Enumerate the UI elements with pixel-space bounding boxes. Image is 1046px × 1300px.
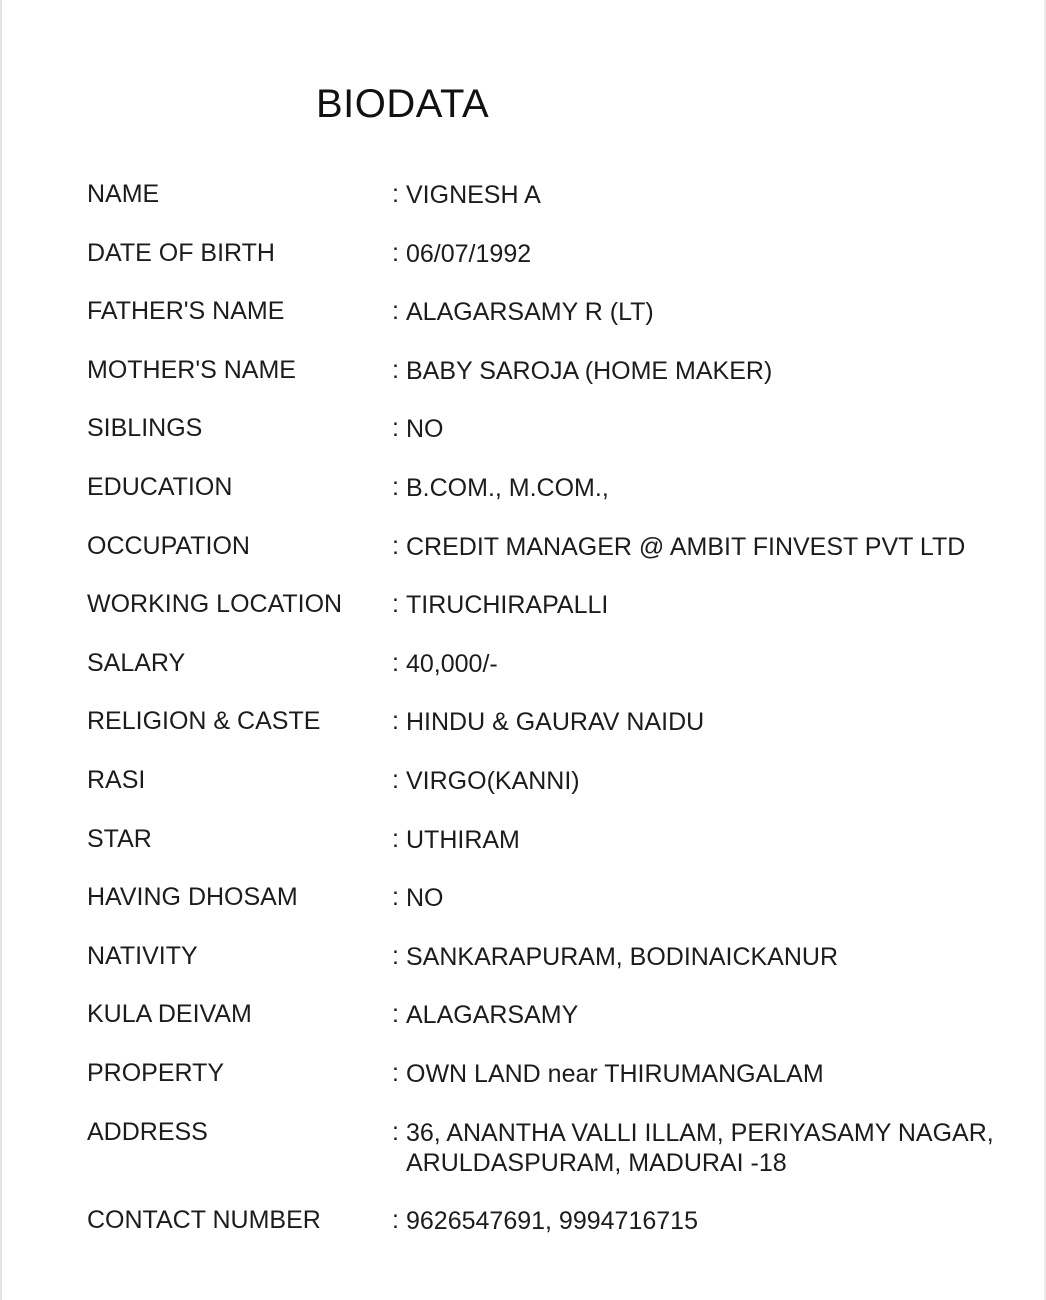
field-value-line: VIGNESH A — [406, 181, 541, 209]
field-value — [406, 1000, 578, 1030]
field-label: NATIVITY — [87, 941, 198, 970]
field-value-line: VIRGO(KANNI) — [406, 766, 580, 795]
biodata-row — [0, 815, 1046, 874]
field-label: WORKING LOCATION — [87, 590, 343, 619]
field-value-line: CREDIT MANAGER @ AMBIT FINVEST PVT LTD — [406, 532, 966, 561]
field-separator: : — [392, 824, 399, 853]
field-value — [406, 1118, 994, 1178]
biodata-row — [0, 990, 1046, 1049]
field-value-line: 40,000/- — [406, 649, 498, 678]
field-value — [406, 532, 965, 562]
field-value-line: 36, ANANTHA VALLI ILLAM, PERIYASAMY NAGAR, — [406, 1118, 994, 1147]
field-separator: : — [392, 941, 399, 970]
field-label: MOTHER'S NAME — [87, 355, 296, 384]
biodata-row — [0, 873, 1046, 932]
field-value-line: UTHIRAM — [406, 825, 520, 854]
field-separator: : — [392, 180, 399, 208]
field-value-line: B.COM., M.COM., — [406, 473, 609, 502]
field-label: RELIGION & CASTE — [87, 707, 321, 736]
field-separator: : — [392, 1000, 399, 1029]
field-value — [406, 883, 444, 913]
field-separator: : — [392, 765, 399, 794]
biodata-row — [0, 463, 1046, 522]
field-separator: : — [392, 1205, 399, 1234]
field-label: KULA DEIVAM — [87, 1000, 252, 1029]
biodata-row — [0, 522, 1046, 581]
field-value — [406, 1059, 824, 1089]
biodata-row — [0, 932, 1046, 991]
biodata-row — [0, 697, 1046, 756]
biodata-row — [0, 229, 1046, 288]
field-value-line: 9626547691, 9994716715 — [406, 1206, 698, 1235]
field-value — [406, 707, 704, 737]
field-value-line: SANKARAPURAM, BODINAICKANUR — [406, 942, 839, 971]
biodata-row — [0, 1049, 1046, 1108]
field-value-line: NO — [406, 884, 444, 913]
field-label: CONTACT NUMBER — [87, 1205, 321, 1234]
field-label: SALARY — [87, 648, 186, 677]
biodata-row — [0, 1196, 1046, 1255]
biodata-row — [0, 346, 1046, 405]
field-separator: : — [392, 707, 399, 736]
field-label: NAME — [87, 180, 160, 208]
biodata-row — [0, 1108, 1046, 1196]
field-label: RASI — [87, 765, 146, 794]
biodata-row — [0, 756, 1046, 815]
field-label: OCCUPATION — [87, 531, 250, 560]
biodata-row — [0, 170, 1046, 229]
field-value — [406, 649, 498, 679]
field-label: EDUCATION — [87, 472, 233, 501]
field-value-line: OWN LAND near THIRUMANGALAM — [406, 1059, 824, 1088]
field-separator: : — [392, 297, 399, 326]
field-label: SIBLINGS — [87, 414, 203, 443]
field-value — [406, 356, 772, 386]
biodata-row — [0, 404, 1046, 463]
field-label: STAR — [87, 824, 152, 853]
field-value — [406, 825, 520, 855]
field-value — [406, 942, 838, 972]
field-value — [406, 180, 541, 210]
field-value — [406, 297, 654, 327]
field-value-line: BABY SAROJA (HOME MAKER) — [406, 356, 773, 385]
field-value-line: HINDU & GAURAV NAIDU — [406, 708, 705, 737]
field-value-line: TIRUCHIRAPALLI — [406, 591, 609, 620]
field-value-line: ALAGARSAMY — [406, 1001, 579, 1030]
biodata-row — [0, 639, 1046, 698]
field-separator: : — [392, 414, 399, 443]
field-value — [406, 590, 608, 620]
field-separator: : — [392, 355, 399, 384]
field-separator: : — [392, 883, 399, 912]
field-separator: : — [392, 590, 399, 619]
biodata-row — [0, 580, 1046, 639]
field-separator: : — [392, 648, 399, 677]
biodata-row — [0, 287, 1046, 346]
field-separator: : — [392, 1117, 399, 1146]
field-value-line: ALAGARSAMY R (LT) — [406, 298, 654, 327]
field-separator: : — [392, 238, 399, 267]
field-value-line: ARULDASPURAM, MADURAI -18 — [406, 1148, 787, 1177]
field-label: HAVING DHOSAM — [87, 883, 298, 912]
field-label: DATE OF BIRTH — [87, 238, 275, 267]
field-value-line: 06/07/1992 — [406, 239, 532, 268]
field-value — [406, 1206, 698, 1236]
field-value-line: NO — [406, 415, 444, 444]
field-label: ADDRESS — [87, 1117, 208, 1146]
field-separator: : — [392, 1058, 399, 1087]
field-value — [406, 414, 444, 444]
field-label: FATHER'S NAME — [87, 297, 285, 326]
field-value — [406, 473, 609, 503]
field-value — [406, 239, 531, 269]
field-label: PROPERTY — [87, 1058, 225, 1087]
biodata-list — [0, 170, 1046, 1254]
field-separator: : — [392, 531, 399, 560]
field-value — [406, 766, 580, 796]
page-title: BIODATA — [316, 82, 490, 126]
field-separator: : — [392, 472, 399, 501]
